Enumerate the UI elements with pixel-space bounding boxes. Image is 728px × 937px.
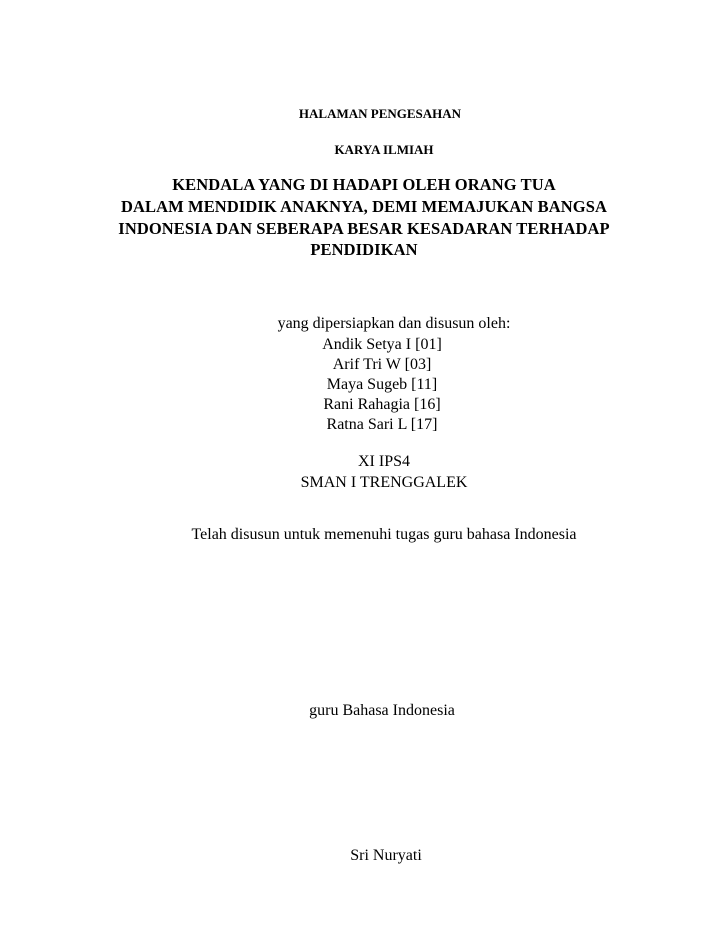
author-item: Andik Setya I [01] [322,336,442,353]
author-item: Arif Tri W [03] [332,356,432,373]
teacher-name: Sri Nuryati [350,847,422,864]
author-item: Rani Rahagia [16] [323,396,441,413]
author-item: Ratna Sari L [17] [326,416,438,433]
teacher-role: guru Bahasa Indonesia [309,702,455,719]
title-line-1: KENDALA YANG DI HADAPI OLEH ORANG TUA [172,175,556,194]
page-heading-halaman-pengesahan: HALAMAN PENGESAHAN [298,106,462,121]
title-line-3: INDONESIA DAN SEBERAPA BESAR KESADARAN TERHADAP [118,219,610,238]
prepared-by-label: yang dipersiapkan dan disusun oleh: [277,315,511,332]
class-name: XI IPS4 [357,453,410,470]
school-name: SMAN I TRENGGALEK [300,474,468,491]
title-line-4: PENDIDIKAN [310,240,418,259]
purpose-statement: Telah disusun untuk memenuhi tugas guru bahasa Indonesia [191,526,577,543]
title-line-2: DALAM MENDIDIK ANAKNYA, DEMI MEMAJUKAN BANGSA [120,197,608,216]
author-item: Maya Sugeb [11] [326,376,438,393]
page-heading-karya-ilmiah: KARYA ILMIAH [334,142,434,157]
